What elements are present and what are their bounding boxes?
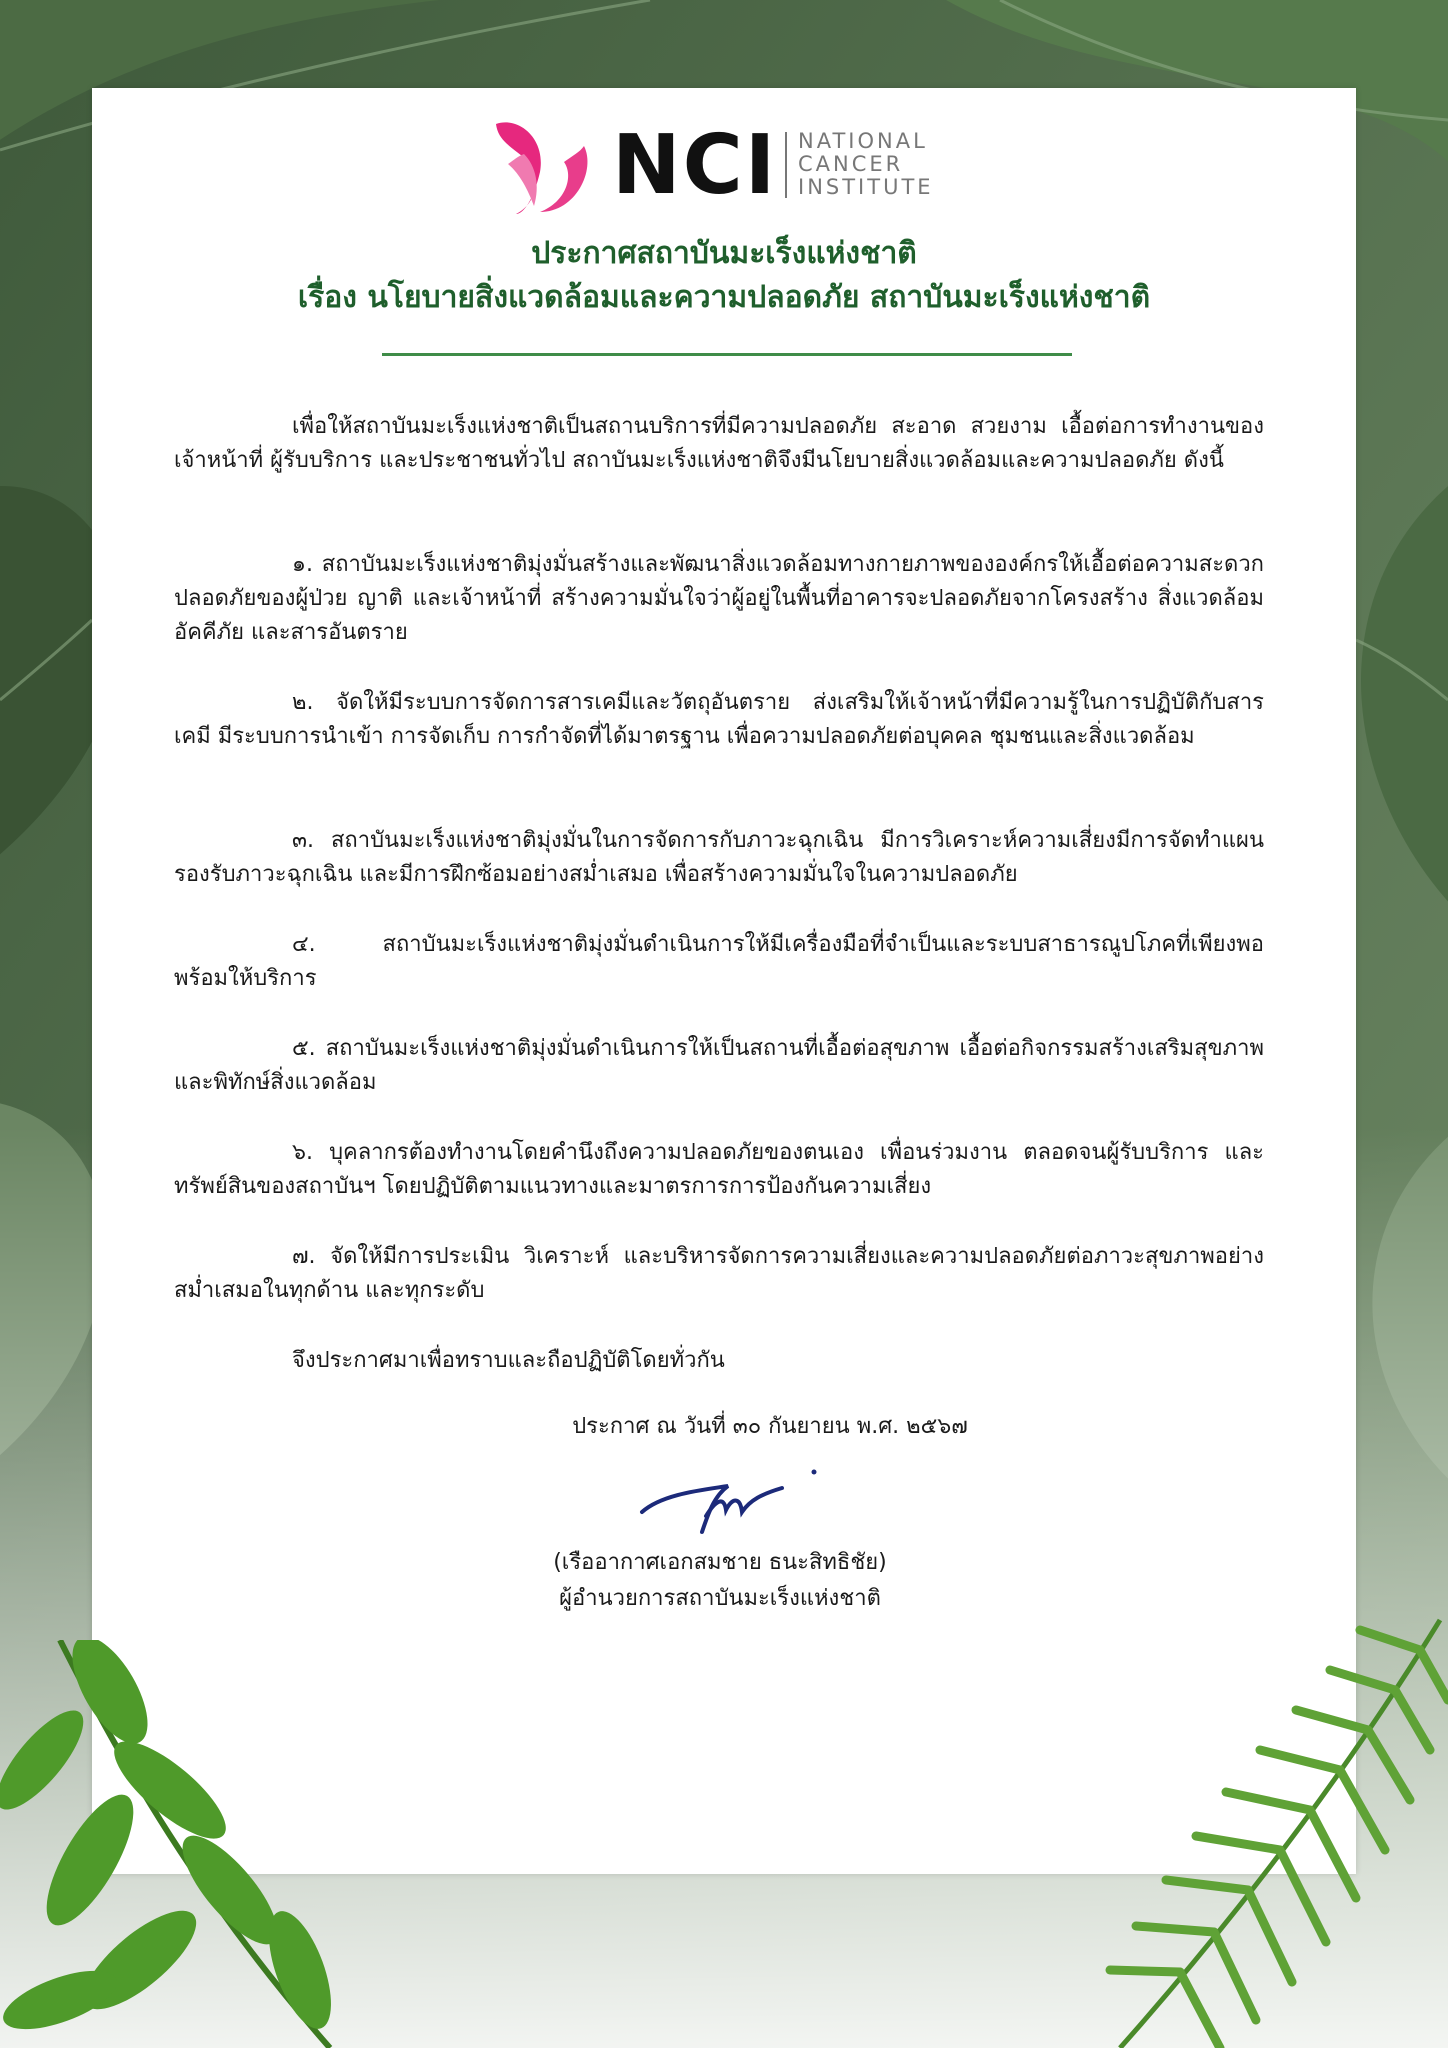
logo-line-institute: INSTITUTE: [798, 175, 934, 199]
signer-position: ผู้อำนวยการสถาบันมะเร็งแห่งชาติ: [559, 1586, 881, 1611]
butterfly-logo-icon: [488, 116, 598, 216]
title-divider: [382, 353, 1072, 356]
handwritten-signature: [632, 1460, 832, 1540]
announcement-date: ประกาศ ณ วันที่ ๓๐ กันยายน พ.ศ. ๒๕๖๗: [572, 1414, 968, 1439]
policy-item-5: ๕. สถาบันมะเร็งแห่งชาติมุ่งมั่นดำเนินการให้เป็นสถานที่เอื้อต่อสุขภาพ เอื้อต่อกิจกรรมสร้างเสริมสุขภาพ และพิทักษ์สิ่งแวดล้อม: [174, 1036, 1264, 1095]
policy-item-4: ๔. สถาบันมะเร็งแห่งชาติมุ่งมั่นดำเนินการให้มีเครื่องมือที่จำเป็นและระบบสาธารณูปโภคที่เพียงพอ พร้อมให้บริการ: [174, 932, 1264, 991]
announcement-subject: เรื่อง นโยบายสิ่งแวดล้อมและความปลอดภัย สถาบันมะเร็งแห่งชาติ: [297, 280, 1151, 315]
policy-item-6: ๖. บุคลากรต้องทำงานโดยคำนึงถึงความปลอดภัยของตนเอง เพื่อนร่วมงาน ตลอดจนผู้รับบริการ และทรัพย์สินของสถาบันฯ โดยปฏิบัติตามแนวทางและมาตรการการป้องกันความเสี่ยง: [174, 1140, 1264, 1199]
logo-subtitle: [798, 130, 934, 199]
logo-wordmark: NCI: [612, 118, 778, 213]
signer-name: (เรืออากาศเอกสมชาย ธนะสิทธิชัย): [553, 1550, 887, 1575]
logo-line-national: NATIONAL: [798, 129, 928, 153]
policy-item-1: ๑. สถาบันมะเร็งแห่งชาติมุ่งมั่นสร้างและพัฒนาสิ่งแวดล้อมทางกายภาพขององค์กรให้เอื้อต่อความสะดวกปลอดภัยของผู้ป่วย ญาติ และเจ้าหน้าที่ สร้างความมั่นใจว่าผู้อยู่ในพื้นที่อาคารจะปลอดภัยจากโครงสร้าง สิ่งแวดล้อม อัคคีภัย และสารอันตราย: [174, 552, 1264, 645]
policy-item-7: ๗. จัดให้มีการประเมิน วิเคราะห์ และบริหารจัดการความเสี่ยงและความปลอดภัยต่อภาวะสุขภาพอย่างสม่ำเสมอในทุกด้าน และทุกระดับ: [174, 1244, 1264, 1303]
nci-logo: [488, 116, 960, 216]
announcement-title: ประกาศสถาบันมะเร็งแห่งชาติ: [531, 236, 917, 271]
logo-line-cancer: CANCER: [798, 152, 904, 176]
fern-leaf-decoration: [1000, 1610, 1448, 2048]
logo-divider: [785, 132, 787, 198]
green-leaf-branch-decoration: [0, 1640, 420, 2048]
closing-statement: จึงประกาศมาเพื่อทราบและถือปฏิบัติโดยทั่วกัน: [292, 1348, 725, 1373]
policy-item-2: ๒. จัดให้มีระบบการจัดการสารเคมีและวัตถุอันตราย ส่งเสริมให้เจ้าหน้าที่มีความรู้ในการปฏิบัติกับสารเคมี มีระบบการนำเข้า การจัดเก็บ การกำจัดที่ได้มาตรฐาน เพื่อความปลอดภัยต่อบุคคล ชุมชนและสิ่งแวดล้อม: [174, 690, 1264, 749]
intro-paragraph: เพื่อให้สถาบันมะเร็งแห่งชาติเป็นสถานบริการที่มีความปลอดภัย สะอาด สวยงาม เอื้อต่อการทำงานของเจ้าหน้าที่ ผู้รับบริการ และประชาชนทั่วไป สถาบันมะเร็งแห่งชาติจึงมีนโยบายสิ่งแวดล้อมและความปลอดภัย ดังนี้: [174, 414, 1264, 473]
policy-item-3: ๓. สถาบันมะเร็งแห่งชาติมุ่งมั่นในการจัดการกับภาวะฉุกเฉิน มีการวิเคราะห์ความเสี่ยงมีการจัดทำแผนรองรับภาวะฉุกเฉิน และมีการฝึกซ้อมอย่างสม่ำเสมอ เพื่อสร้างความมั่นใจในความปลอดภัย: [174, 828, 1264, 887]
